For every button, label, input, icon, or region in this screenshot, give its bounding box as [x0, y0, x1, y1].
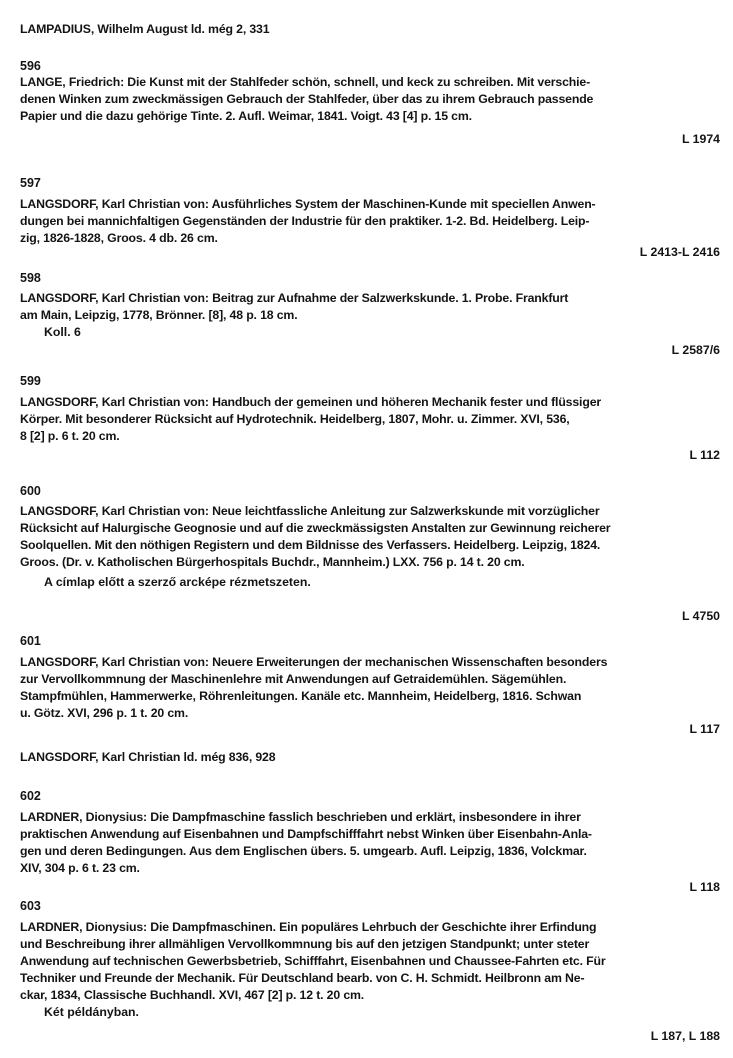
entry-599	[20, 373, 720, 445]
entry-598	[20, 270, 720, 341]
entry-line: LANGSDORF, Karl Christian von: Beitrag zur Aufnahme der Salzwerkskunde. 1. Probe. Frankfurt	[20, 291, 569, 305]
entry-number: 601	[20, 634, 41, 648]
shelf-mark: L 1974	[681, 132, 720, 146]
shelf-mark: L 187, L 188	[650, 1029, 720, 1043]
entry-600	[20, 483, 720, 591]
shelf-mark: L 117	[689, 722, 720, 736]
shelf-mark: L 4750	[681, 609, 720, 623]
entry-596	[20, 58, 720, 125]
entry-line: Stampfmühlen, Hammerwerke, Röhrenleitungen. Kanäle etc. Mannheim, Heidelberg, 1816. Schwan	[20, 689, 582, 703]
entry-line: LANGSDORF, Karl Christian von: Neue leichtfassliche Anleitung zur Salzwerkskunde mit vorzüglicher	[20, 504, 600, 518]
entry-597	[20, 175, 720, 247]
shelf-mark: L 112	[689, 448, 720, 462]
entry-line: u. Götz. XVI, 296 p. 1 t. 20 cm.	[20, 706, 189, 720]
entry-number: 599	[20, 374, 41, 388]
entry-602	[20, 788, 720, 877]
entry-line: Groos. (Dr. v. Katholischen Bürgerhospitals Buchdr., Mannheim.) LXX. 756 p. 14 t. 20 cm.	[20, 555, 525, 569]
entry-line: LANGSDORF, Karl Christian von: Ausführliches System der Maschinen-Kunde mit speciellen Anwen-	[20, 197, 596, 211]
entry-line: zig, 1826-1828, Groos. 4 db. 26 cm.	[20, 231, 218, 245]
entry-line: LANGSDORF, Karl Christian von: Neuere Erweiterungen der mechanischen Wissenschaften besonders	[20, 655, 608, 669]
entry-line: gen und deren Bedingungen. Aus dem Englischen übers. 5. umgearb. Aufl. Leipzig, 1836, Volckmar.	[20, 844, 587, 858]
entry-line: Rücksicht auf Halurgische Geognosie und auf die zweckmässigsten Anstalten zur Gewinnung reicherer	[20, 521, 611, 535]
entry-line: praktischen Anwendung auf Eisenbahnen und Dampfschifffahrt nebst Winken über Eisenbahn-Anla-	[20, 827, 592, 841]
entry-line: LARDNER, Dionysius: Die Dampfmaschinen. Ein populäres Lehrbuch der Geschichte ihrer Erfindung	[20, 920, 597, 934]
entry-line: Körper. Mit besonderer Rücksicht auf Hydrotechnik. Heidelberg, 1807, Mohr. u. Zimmer. XVI, 536,	[20, 412, 570, 426]
shelf-mark: L 118	[689, 880, 720, 894]
entry-line: XIV, 304 p. 6 t. 23 cm.	[20, 861, 140, 875]
entry-number: 603	[20, 899, 41, 913]
entry-line: Techniker und Freunde der Mechanik. Für Deutschland bearb. von C. H. Schmidt. Heilbronn am Ne-	[20, 971, 585, 985]
entry-line: zur Vervollkommnung der Maschinenlehre mit Anwendungen auf Getraidemühlen. Sägemühlen.	[20, 672, 567, 686]
entry-number: 600	[20, 484, 41, 498]
entry-number: 598	[20, 271, 41, 285]
entry-line: Soolquellen. Mit den nöthigen Registern und dem Bildnisse des Verfassers. Heidelberg. Leipzig, 1824.	[20, 538, 601, 552]
cross-reference: LANGSDORF, Karl Christian ld. még 836, 928	[20, 750, 276, 764]
entry-note: Koll. 6	[44, 325, 81, 339]
entry-line: ckar, 1834, Classische Buchhandl. XVI, 467 [2] p. 12 t. 20 cm.	[20, 988, 365, 1002]
entry-number: 602	[20, 789, 41, 803]
entry-603	[20, 898, 720, 1021]
entry-line: und Beschreibung ihrer allmähligen Vervollkommnung bis auf den jetzigen Standpunkt; unter steter	[20, 937, 590, 951]
entry-note: A címlap előtt a szerző arcképe rézmetszeten.	[44, 575, 311, 589]
entry-line: 8 [2] p. 6 t. 20 cm.	[20, 429, 120, 443]
entry-line: LARDNER, Dionysius: Die Dampfmaschine fasslich beschrieben und erklärt, insbesondere in ihrer	[20, 810, 581, 824]
entry-number: 597	[20, 176, 41, 190]
entry-line: Papier und die dazu gehörige Tinte. 2. Aufl. Weimar, 1841. Voigt. 43 [4] p. 15 cm.	[20, 109, 472, 123]
entry-note: Két példányban.	[44, 1005, 139, 1019]
entry-line: Anwendung auf technischen Gewerbsbetrieb, Schifffahrt, Eisenbahnen und Chaussee-Fahrten etc. Für	[20, 954, 606, 968]
shelf-mark: L 2413-L 2416	[639, 245, 720, 259]
entry-601	[20, 633, 720, 722]
entry-line: LANGE, Friedrich: Die Kunst mit der Stahlfeder schön, schnell, und keck zu schreiben. Mit verschie-	[20, 75, 591, 89]
entry-line: am Main, Leipzig, 1778, Brönner. [8], 48 p. 18 cm.	[20, 308, 298, 322]
entry-line: dungen bei mannichfaltigen Gegenständen der Industrie für den praktiker. 1-2. Bd. Heidelberg. Leip-	[20, 214, 590, 228]
header-line: LAMPADIUS, Wilhelm August ld. még 2, 331	[20, 22, 270, 36]
entry-line: denen Winken zum zweckmässigen Gebrauch der Stahlfeder, über das zu ihrem Gebrauch passende	[20, 92, 594, 106]
entry-line: LANGSDORF, Karl Christian von: Handbuch der gemeinen und höheren Mechanik fester und flüssiger	[20, 395, 602, 409]
entry-number: 596	[20, 59, 41, 73]
shelf-mark: L 2587/6	[671, 343, 720, 357]
